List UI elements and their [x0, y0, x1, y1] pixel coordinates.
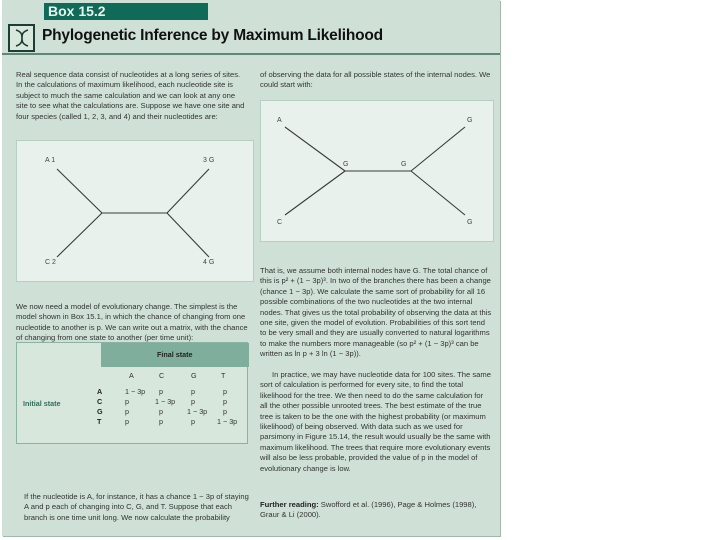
leaf-label-g-bottom: G [467, 219, 473, 226]
col-header-g: G [191, 371, 197, 380]
states-paragraph [260, 70, 492, 91]
col-header-t: T [221, 371, 226, 380]
final-state-header: Final state [157, 350, 193, 359]
box-number: Box 15.2 [44, 3, 208, 20]
row-state-c: C [97, 397, 103, 406]
matrix-cell: p [223, 407, 227, 416]
intro-text: Real sequence data consist of nucleotides at a long series of sites. In the calculations of maximum likelihood, each nucleotide site is subject to much the same calculation and we can look at any one site to see what the calculations are. Suppose we have one site and four species (called 1, 2, 3, and 4) and their nucleotides are: [16, 70, 245, 121]
matrix-cell: 1 − 3p [187, 407, 208, 416]
matrix-cell: p [159, 417, 163, 426]
states-text: of observing the data for all possible states of the internal nodes. We could start with: [260, 70, 491, 90]
example-paragraph [24, 492, 250, 523]
probability-paragraph [260, 266, 492, 360]
matrix-cell: p [159, 387, 163, 396]
matrix-cell: p [223, 397, 227, 406]
leaf-label-1: A 1 [45, 157, 56, 164]
example-text: If the nucleotide is A, for instance, it has a chance 1 − 3p of staying A and p each of changing into C, G, and T. Suppose that each branch is one time unit long. We now calculate the probability [24, 492, 249, 522]
matrix-cell: p [191, 387, 195, 396]
matrix-cell: 1 − 3p [155, 397, 176, 406]
further-reading-label: Further reading: [260, 500, 319, 509]
matrix-cell: p [159, 407, 163, 416]
transition-matrix [16, 342, 248, 444]
internal-node-2: G [401, 161, 407, 168]
internal-node-tree-figure [260, 100, 494, 242]
col-header-a: A [129, 371, 134, 380]
dna-logo-icon [8, 24, 35, 52]
title-rule [2, 53, 500, 55]
matrix-cell: p [191, 417, 195, 426]
matrix-cell: p [125, 417, 129, 426]
tree2-lines [261, 101, 493, 241]
intro-paragraph [16, 70, 248, 122]
matrix-cell: p [191, 397, 195, 406]
matrix-cell: p [125, 397, 129, 406]
practice-text: In practice, we may have nucleotide data for 100 sites. The same sort of calculation is performed for every site, to find the total likelihood for the tree. We then need to do the same calculation for all the other possible unrooted trees. The best estimate of the true tree is taken to be the one with the highest probability (or maximum likelihood) of being observed. With data such as we used for parsimony in Figure 15.14, the result would usually be the same with maximum likelihood. The trees that require more evolutionary events will also be less probable, provided the value of p in the model of evolutionary change is low. [260, 370, 491, 473]
row-state-g: G [97, 407, 103, 416]
internal-node-1: G [343, 161, 349, 168]
leaf-label-2: C 2 [45, 259, 56, 266]
further-reading-text: Swofford et al. (1996), Page & Holmes (1998), Graur & Li (2000). [260, 500, 477, 520]
practice-paragraph [260, 370, 492, 474]
leaf-label-4: 4 G [203, 259, 215, 266]
col-header-c: C [159, 371, 165, 380]
box-title: Phylogenetic Inference by Maximum Likelihood [42, 27, 383, 44]
matrix-cell: 1 − 3p [217, 417, 238, 426]
matrix-cell: p [223, 387, 227, 396]
further-reading [260, 500, 492, 521]
matrix-cell: 1 − 3p [125, 387, 146, 396]
probability-text: That is, we assume both internal nodes have G. The total chance of this is p² + (1 − 3p)³. In two of the branches there has been a change (chance 1 − 3p). We calculate the same sort of probability for all 16 possible combinations of the two nucleotides at the two internal nodes. That gives us the total probability of observing the data at this one site, given the model of evolution. Probabilities of this sort tend to be very small and they are usually converted to natural logarithms to make the numbers more manageable (so p² + (1 − 3p)³ can be written as ln p + 3 ln (1 − 3p)). [260, 266, 492, 359]
matrix-cell: p [125, 407, 129, 416]
row-state-a: A [97, 387, 103, 396]
model-text: We now need a model of evolutionary change. The simplest is the model shown in Box 15.1, in which the chance of changing from one nucleotide to another is p. We can write out a matrix, with the chance of changing from one state to another (per time unit): [16, 302, 248, 343]
row-state-t: T [97, 417, 102, 426]
leaf-label-c: C [277, 219, 283, 226]
leaf-label-a: A [277, 117, 282, 124]
initial-state-header: Initial state [23, 399, 61, 408]
leaf-label-g-top: G [467, 117, 473, 124]
model-paragraph [16, 302, 252, 344]
unrooted-tree-figure [16, 140, 254, 282]
textbook-page [2, 0, 500, 536]
leaf-label-3: 3 G [203, 157, 215, 164]
